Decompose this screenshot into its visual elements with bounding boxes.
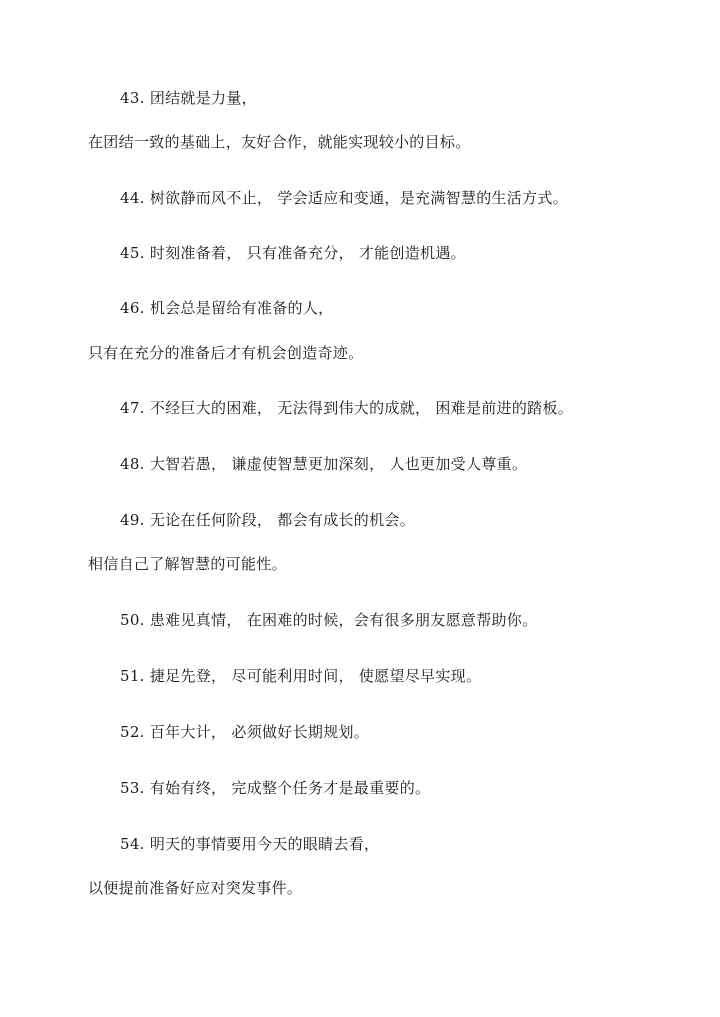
- quote-48: 48. 大智若愚， 谦虚使智慧更加深刻， 人也更加受人尊重。: [120, 455, 528, 473]
- quote-51: 51. 捷足先登， 尽可能利用时间， 使愿望尽早实现。: [120, 667, 482, 685]
- quote-49-line-1: 49. 无论在任何阶段， 都会有成长的机会。: [120, 511, 415, 529]
- quote-47: 47. 不经巨大的困难， 无法得到伟大的成就， 困难是前进的踏板。: [120, 399, 574, 417]
- quote-49-line-2: 相信自己了解智慧的可能性。: [88, 555, 287, 573]
- quote-52: 52. 百年大计， 必须做好长期规划。: [120, 723, 370, 741]
- quote-53: 53. 有始有终， 完成整个任务才是最重要的。: [120, 779, 431, 797]
- quote-44: 44. 树欲静而风不止， 学会适应和变通，是充满智慧的生活方式。: [120, 189, 568, 207]
- quote-50: 50. 患难见真情， 在困难的时候，会有很多朋友愿意帮助你。: [120, 611, 538, 629]
- quote-54-line-1: 54. 明天的事情要用今天的眼睛去看，: [120, 835, 380, 853]
- quote-46-line-1: 46. 机会总是留给有准备的人，: [120, 299, 334, 317]
- quote-43-line-2: 在团结一致的基础上，友好合作，就能实现较小的目标。: [88, 133, 471, 151]
- quote-43-line-1: 43. 团结就是力量，: [120, 89, 257, 107]
- quote-46-line-2: 只有在充分的准备后才有机会创造奇迹。: [88, 344, 364, 362]
- quote-54-line-2: 以便提前准备好应对突发事件。: [88, 879, 303, 897]
- quote-45: 45. 时刻准备着， 只有准备充分， 才能创造机遇。: [120, 244, 466, 262]
